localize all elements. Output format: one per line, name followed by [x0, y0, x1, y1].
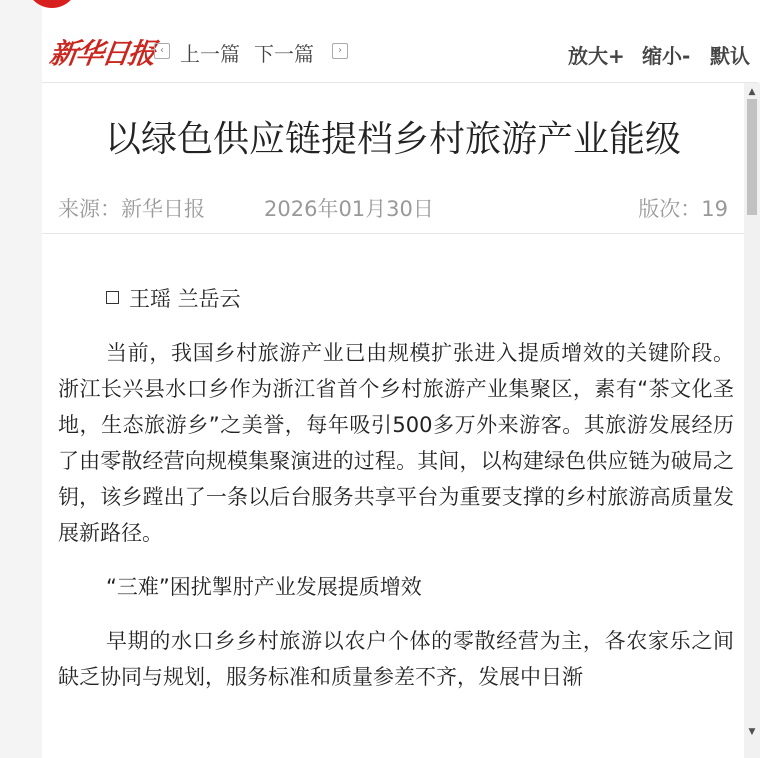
article-source: 来源：新华日报 [58, 197, 205, 221]
article-paragraph: 早期的水口乡乡村旅游以农户个体的零散经营为主，各农家乐之间缺乏协同与规划，服务标准和质量参差不齐，发展中日渐 [58, 629, 734, 689]
article-subheading: “三难”困扰掣肘产业发展提质增效 [106, 575, 422, 599]
newspaper-logo[interactable]: 新华日报 [47, 37, 157, 70]
article-title: 以绿色供应链提档乡村旅游产业能级 [104, 119, 681, 160]
zoom-in-button[interactable]: 放大+ [568, 44, 625, 68]
article-toolbar [42, 20, 758, 83]
prev-article-icon[interactable]: ‹ [154, 43, 170, 59]
next-article-icon[interactable]: › [332, 43, 348, 59]
article-paragraph: 当前，我国乡村旅游产业已由规模扩张进入提质增效的关键阶段。浙江长兴县水口乡作为浙江省首个乡村旅游产业集聚区，素有“茶文化圣地，生态旅游乡”之美誉，每年吸引500多万外来游客。其旅游发展经历了由零散经营向规模集聚演进的过程。其间，以构建绿色供应链为破局之钥，该乡蹚出了一条以后台服务共享平台为重要支撑的乡村旅游高质量发展新路径。 [58, 341, 734, 545]
next-article-link[interactable]: 下一篇 [254, 42, 314, 66]
prev-article-link[interactable]: 上一篇 [180, 42, 240, 66]
article-author [58, 281, 734, 317]
scroll-up-arrow-icon[interactable]: ▲ [748, 87, 756, 97]
article-content [42, 83, 744, 758]
left-margin-strip [0, 0, 42, 758]
scroll-down-arrow-icon[interactable]: ▼ [748, 727, 756, 737]
article-body [58, 281, 734, 713]
author-names: 王瑶 兰岳云 [129, 287, 241, 311]
vertical-scrollbar[interactable] [744, 83, 760, 758]
article-page-number: 版次：19 [638, 197, 728, 221]
scrollbar-thumb[interactable] [747, 99, 757, 215]
zoom-out-button[interactable]: 缩小- [642, 44, 691, 68]
article-date: 2026年01月30日 [264, 197, 434, 221]
zoom-reset-button[interactable]: 默认 [710, 44, 750, 68]
square-bullet-icon [106, 291, 119, 304]
article-meta [42, 193, 744, 234]
